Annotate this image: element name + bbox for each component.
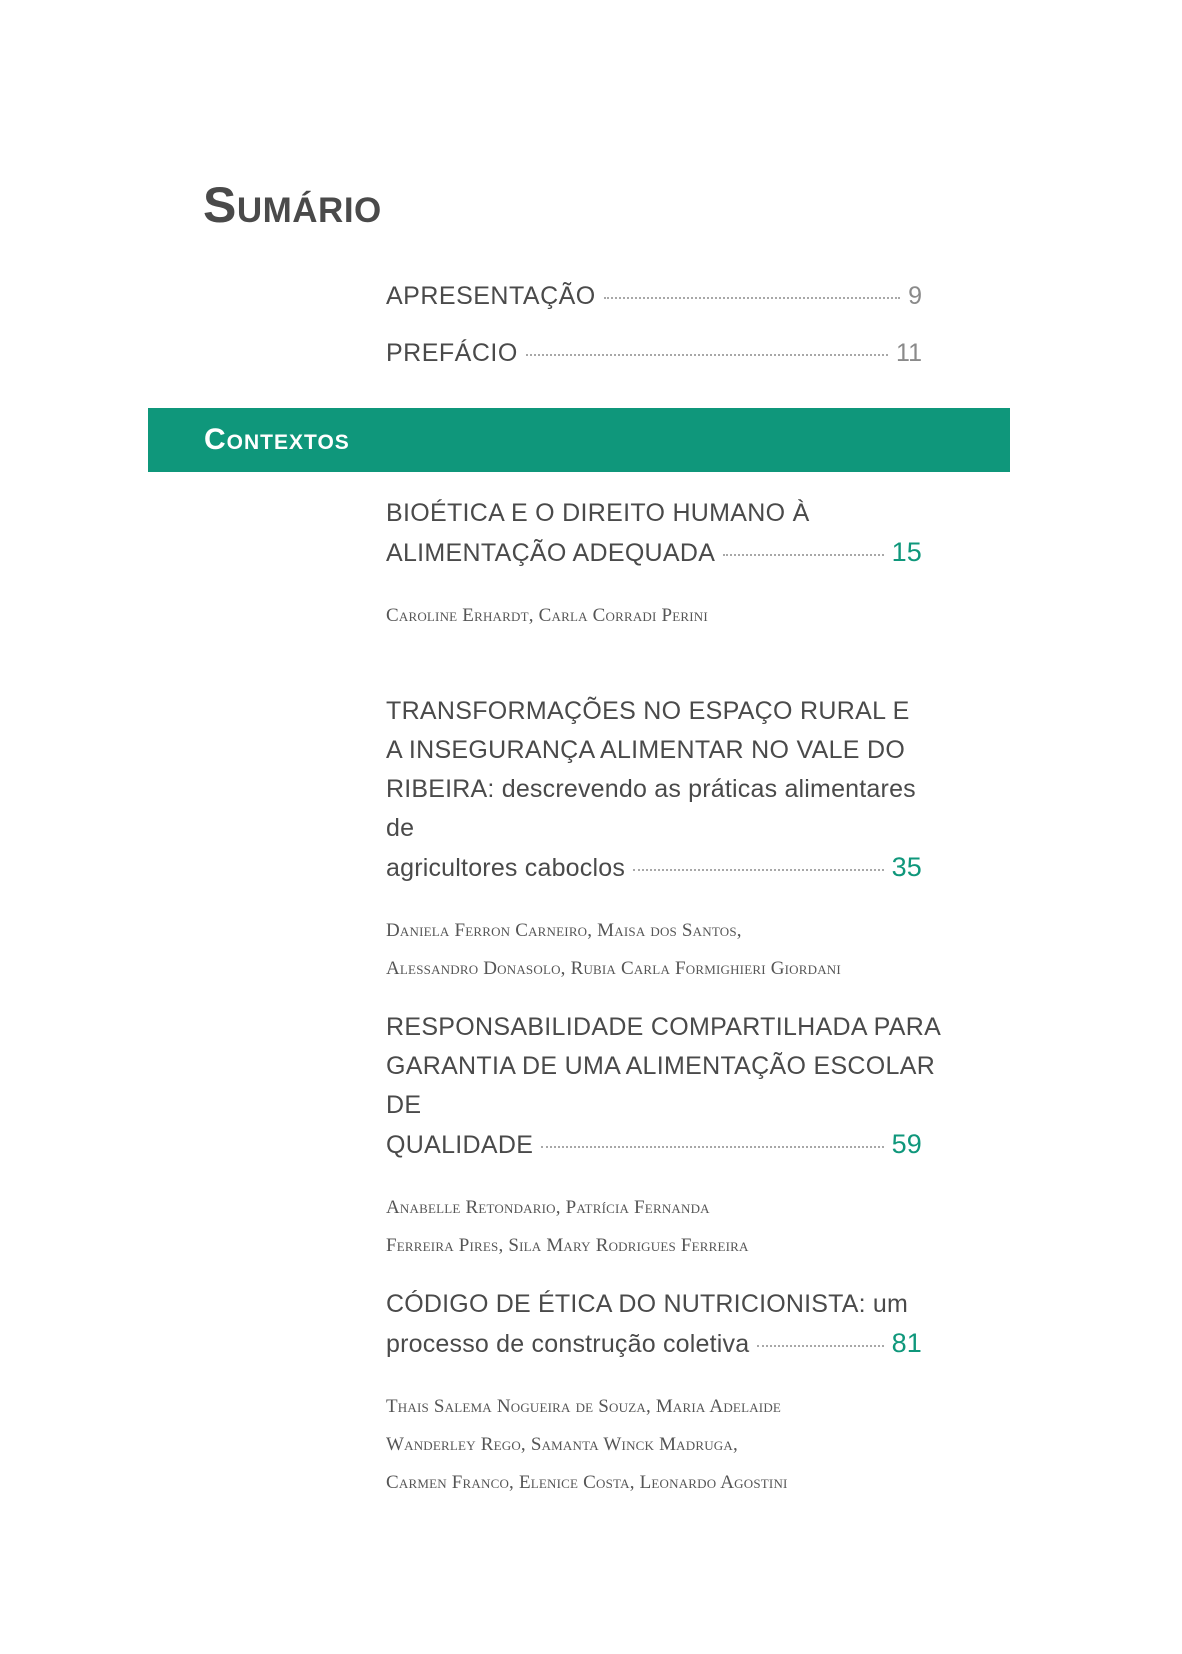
- chapter-title-line: TRANSFORMAÇÕES NO ESPAÇO RURAL E: [386, 697, 910, 725]
- author-line: Ferreira Pires, Sila Mary Rodrigues Ferreira: [386, 1235, 749, 1256]
- toc-entry-preface[interactable]: [386, 339, 922, 368]
- chapter-title: [386, 1285, 946, 1364]
- toc-chapter-1[interactable]: [386, 494, 946, 635]
- chapter-title-last-line: [386, 1324, 922, 1364]
- chapter-title-line: RIBEIRA: descrevendo as práticas alimentares de: [386, 775, 916, 842]
- author-line: Caroline Erhardt, Carla Corradi Perini: [386, 605, 708, 626]
- author-line: Daniela Ferron Carneiro, Maisa dos Santos,: [386, 920, 742, 941]
- chapter-title: [386, 494, 946, 573]
- toc-page-number: 9: [908, 282, 922, 310]
- toc-entry-label: APRESENTAÇÃO: [386, 282, 596, 310]
- dot-leader: [633, 869, 884, 871]
- toc-page-number: 11: [896, 339, 922, 367]
- chapter-authors: [386, 1388, 946, 1502]
- chapter-authors: [386, 1189, 946, 1265]
- author-line: Anabelle Retondario, Patrícia Fernanda: [386, 1197, 710, 1218]
- chapter-title-line: CÓDIGO DE ÉTICA DO NUTRICIONISTA: um: [386, 1290, 909, 1318]
- chapter-page-number: 59: [891, 1129, 922, 1159]
- dot-leader: [723, 554, 883, 556]
- chapter-page-number: 15: [891, 537, 922, 567]
- dot-leader: [541, 1146, 883, 1148]
- chapter-title-line: BIOÉTICA E O DIREITO HUMANO À: [386, 499, 810, 527]
- chapter-title: [386, 1008, 946, 1165]
- dot-leader: [604, 297, 900, 299]
- author-line: Thais Salema Nogueira de Souza, Maria Adelaide: [386, 1396, 782, 1417]
- toc-entry-presentation[interactable]: [386, 282, 922, 311]
- chapter-title-line: A INSEGURANÇA ALIMENTAR NO VALE DO: [386, 736, 906, 764]
- chapter-authors: [386, 597, 946, 635]
- toc-chapter-4[interactable]: [386, 1285, 946, 1502]
- author-line: Wanderley Rego, Samanta Winck Madruga,: [386, 1434, 738, 1455]
- chapter-title-last-line: [386, 848, 922, 888]
- chapter-title-line: processo de construção coletiva: [386, 1330, 750, 1358]
- toc-chapter-3[interactable]: [386, 1008, 946, 1265]
- chapter-title-line: QUALIDADE: [386, 1131, 534, 1159]
- toc-chapter-2[interactable]: [386, 692, 946, 988]
- chapter-title-last-line: [386, 533, 922, 573]
- page-title: Sumário: [203, 177, 382, 233]
- chapter-title-line: GARANTIA DE UMA ALIMENTAÇÃO ESCOLAR DE: [386, 1052, 936, 1119]
- chapter-title-line: ALIMENTAÇÃO ADEQUADA: [386, 539, 716, 567]
- author-line: Alessandro Donasolo, Rubia Carla Formighieri Giordani: [386, 958, 841, 979]
- chapter-authors: [386, 912, 946, 988]
- chapter-page-number: 81: [891, 1328, 922, 1358]
- chapter-title-last-line: [386, 1125, 922, 1165]
- chapter-title-line: agricultores caboclos: [386, 854, 626, 882]
- toc-entry-label: PREFÁCIO: [386, 339, 518, 367]
- section-title: Contextos: [204, 423, 350, 456]
- chapter-title-line: RESPONSABILIDADE COMPARTILHADA PARA: [386, 1013, 942, 1041]
- dot-leader: [526, 354, 888, 356]
- chapter-page-number: 35: [891, 852, 922, 882]
- dot-leader: [757, 1345, 883, 1347]
- section-header-band: [148, 408, 1010, 472]
- author-line: Carmen Franco, Elenice Costa, Leonardo Agostini: [386, 1472, 788, 1493]
- chapter-title: [386, 692, 946, 888]
